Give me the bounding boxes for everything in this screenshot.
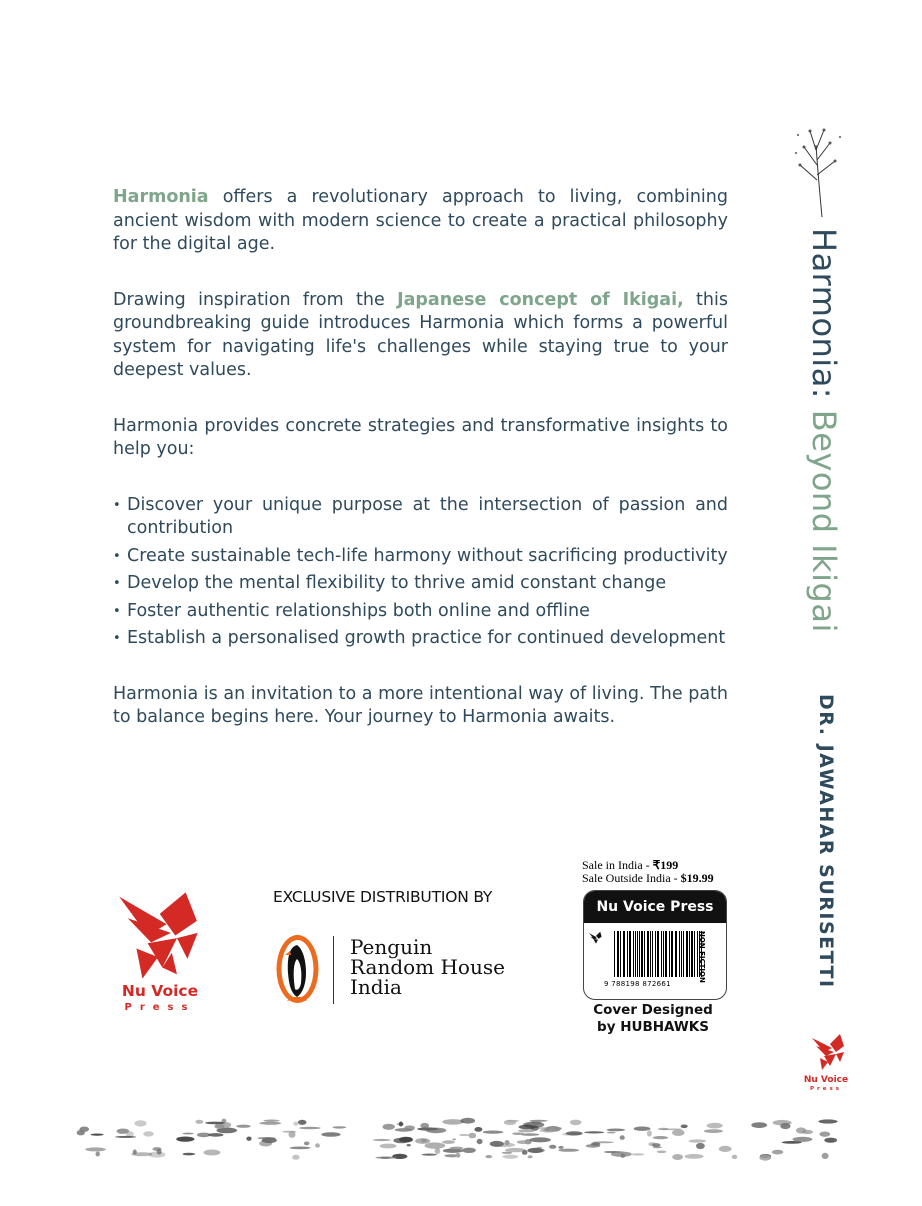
dandelion-icon [790,125,850,220]
ink-speck [696,1143,705,1149]
barcode-bar [663,931,664,977]
ink-speck [819,1132,830,1137]
inspiration-highlight: Japanese concept of Ikigai, [397,289,684,310]
ink-speck [214,1124,224,1129]
ink-speck [490,1141,504,1147]
ink-speck [556,1127,561,1129]
ink-speck [483,1131,504,1134]
ink-speck [566,1131,583,1135]
barcode-bar [623,931,625,977]
price-info [582,859,714,885]
barcode-bar [681,931,682,977]
ink-speck [236,1125,250,1128]
barcode-bar [617,931,619,977]
spine-title-main: Harmonia: [805,228,843,410]
ink-speck [293,1122,298,1126]
ink-speck [407,1144,411,1146]
intro-paragraph [113,186,728,257]
ink-speck [707,1123,723,1129]
ink-speck [468,1133,476,1139]
spine-publisher-name: Nu Voice [803,1075,849,1085]
ink-speck [507,1120,520,1122]
publisher-bar: Nu Voice Press [584,891,726,923]
ink-speck [203,1150,220,1156]
list-item: • Establish a personalised growth practice for continued development [113,627,728,651]
ink-speck [292,1155,299,1160]
ink-speck [115,1136,136,1138]
ink-speck [518,1129,535,1132]
ink-speck [607,1129,626,1132]
ink-speck [689,1139,706,1142]
barcode-bar [665,931,667,977]
ink-speck [681,1125,688,1129]
ink-speck [422,1154,437,1156]
ink-speck [512,1132,524,1135]
list-item: • Create sustainable tech-life harmony without sacrificing productivity [113,545,728,569]
ink-speck [549,1145,556,1149]
barcode-bar [694,931,695,977]
ink-speck [205,1122,225,1125]
barcode-bar [614,931,615,977]
ink-speck [474,1127,482,1132]
ink-speck [647,1130,652,1136]
ink-speck [558,1146,563,1149]
ink-speck [528,1148,543,1153]
ink-speck [134,1120,146,1126]
inspiration-after: this groundbreaking guide introduces Harmonia which forms a powerful system for navigating life's challenges while staying true to your deepest values. [113,289,728,380]
ink-speck [195,1120,203,1124]
barcode-bar [633,931,634,977]
barcode-bar [650,931,651,977]
ink-speck [143,1131,154,1136]
closing-paragraph: Harmonia is an invitation to a more intentional way of living. The path to balance begins here. Your journey to Harmonia awaits. [113,683,728,727]
ink-speck [772,1150,783,1155]
barcode-bar [627,931,628,977]
ink-speck [259,1122,281,1125]
ink-speck [290,1147,311,1150]
benefits-list [113,494,728,651]
ink-speck [96,1152,100,1157]
ink-speck [792,1137,812,1142]
ink-speck [684,1154,703,1159]
ink-speck [537,1147,542,1149]
list-item: • Discover your unique purpose at the intersection of passion and contribution [113,494,728,541]
spine-publisher-sub: Press [809,1086,843,1092]
barcode-bar [657,931,659,977]
ink-speck [485,1155,492,1158]
ink-speck [584,1131,604,1133]
ink-speck [442,1119,464,1125]
ink-speck [824,1138,837,1143]
ink-speck [298,1120,307,1125]
penguin-random-house-wordmark [350,937,505,997]
ink-speck [442,1140,455,1144]
ink-speck [425,1142,446,1148]
ink-speck [657,1151,667,1154]
ink-speck [321,1132,340,1137]
ink-speck [592,1141,614,1143]
ink-speck [420,1123,429,1128]
ink-speck [380,1144,397,1149]
ink-speck [383,1124,395,1130]
ink-speck [529,1137,550,1142]
inspiration-paragraph [113,289,728,383]
ink-speck [620,1135,625,1140]
price-india-label: Sale in India - [582,858,653,872]
ink-speck [648,1142,655,1146]
ink-speck [672,1130,684,1136]
ink-speck [558,1149,579,1152]
ink-speck [704,1129,723,1133]
inspiration-before: Drawing inspiration from the [113,289,398,310]
ink-speck [537,1127,552,1129]
ink-speck [456,1153,461,1158]
ink-speck [621,1154,626,1159]
barcode-bar [679,931,680,977]
ink-speck [461,1118,476,1124]
ink-speck [528,1155,533,1158]
price-outside [582,872,714,885]
ink-speck [818,1119,837,1123]
ink-speck [822,1153,829,1159]
barcode-bar [629,931,631,977]
ink-speck [732,1155,738,1159]
ink-speck [780,1123,790,1129]
ink-speck [263,1120,279,1122]
isbn-number: 9 788198 872661 [604,980,671,988]
ink-speck [133,1150,137,1155]
barcode-bar [661,931,662,977]
ink-speck [299,1127,321,1130]
prh-line1: Penguin [350,935,433,959]
ink-speck [197,1133,211,1138]
barcode-bar [652,931,653,977]
barcode-bar [635,931,636,977]
barcode-bar [641,931,643,977]
barcode-bar [655,931,656,977]
ink-speck [519,1125,536,1130]
ink-speck [315,1143,320,1147]
spine-title [805,228,843,633]
ink-speck [393,1138,409,1144]
prh-line3: India [350,975,402,999]
publisher-mark-icon [589,931,603,945]
ink-speck [672,1154,683,1160]
barcode-box [583,890,727,1000]
barcode-bar [637,931,638,977]
publisher-logo-icon [112,888,204,983]
price-outside-label: Sale Outside India - [582,871,681,885]
ink-speck [529,1120,547,1122]
ink-speck [632,1153,645,1155]
ink-speck [759,1155,771,1161]
barcode-bar [671,931,673,977]
barcode-bar [644,931,645,977]
barcode-bar [683,931,684,977]
publisher-name: Nu Voice [121,982,199,1000]
ink-speck [85,1147,106,1151]
ink-speck [607,1132,616,1134]
penguin-logo-icon [275,933,320,1005]
ink-speck [246,1137,251,1141]
ink-splatter-decoration [0,1110,922,1170]
ink-speck [452,1139,456,1141]
ink-speck [282,1131,296,1133]
ink-speck [399,1122,403,1127]
ink-speck [459,1134,469,1136]
list-item: • Foster authentic relationships both online and offline [113,600,728,624]
ink-speck [395,1128,413,1132]
barcode-bar [669,931,670,977]
spine-publisher-logo-icon [808,1030,848,1074]
prh-line2: Random House [350,955,505,979]
ink-speck [719,1146,732,1152]
intro-highlight: Harmonia [113,187,209,207]
ink-speck [262,1138,277,1143]
barcode-bar [686,931,688,977]
barcode-bar [691,931,693,977]
price-india-value: ₹199 [652,858,679,872]
ink-speck [634,1127,651,1131]
ink-speck [477,1139,483,1144]
ink-speck [415,1138,430,1144]
distribution-divider [333,936,334,1004]
ink-speck [751,1122,767,1128]
back-cover-blurb [113,186,728,762]
intro-text: offers a revolutionary approach to living, combining ancient wisdom with modern science to create a practical philosophy for the digital age. [113,187,728,254]
credit-line2: by HUBHAWKS [597,1019,709,1035]
ink-speck [462,1148,476,1153]
spine-author: DR. JAWAHAR SURISETTI [815,694,837,989]
ink-speck [426,1128,446,1134]
ink-speck [503,1155,519,1159]
publisher-sub: Press [124,1002,196,1013]
ink-speck [183,1133,194,1135]
barcode-bar [689,931,690,977]
ink-speck [796,1127,806,1133]
ink-speck [570,1120,582,1126]
ink-speck [658,1128,669,1131]
isbn-barcode [614,931,704,979]
ink-speck [304,1142,310,1146]
ink-speck [157,1149,162,1154]
list-item: • Develop the mental flexibility to thrive amid constant change [113,572,728,596]
ink-speck [176,1137,194,1142]
ink-speck [333,1126,346,1128]
ink-speck [450,1147,463,1150]
barcode-bar [620,931,621,977]
genre-label: NON FICTION [698,931,706,983]
spine-title-accent: Beyond Ikigai [805,409,843,633]
ink-speck [653,1136,668,1139]
ink-speck [373,1139,391,1141]
price-outside-value: $19.99 [680,871,714,885]
ink-speck [517,1140,530,1144]
barcode-bar [675,931,677,977]
strategies-paragraph: Harmonia provides concrete strategies and transformative insights to help you: [113,415,728,459]
barcode-bar [639,931,640,977]
ink-speck [91,1134,104,1136]
cover-designer-credit [588,1002,718,1036]
distribution-label: EXCLUSIVE DISTRIBUTION BY [273,888,493,906]
barcode-bar [647,931,649,977]
ink-speck [435,1148,441,1154]
ink-speck [375,1157,397,1159]
credit-line1: Cover Designed [593,1002,713,1018]
ink-speck [80,1127,89,1132]
ink-speck [505,1148,526,1152]
ink-speck [183,1153,195,1156]
